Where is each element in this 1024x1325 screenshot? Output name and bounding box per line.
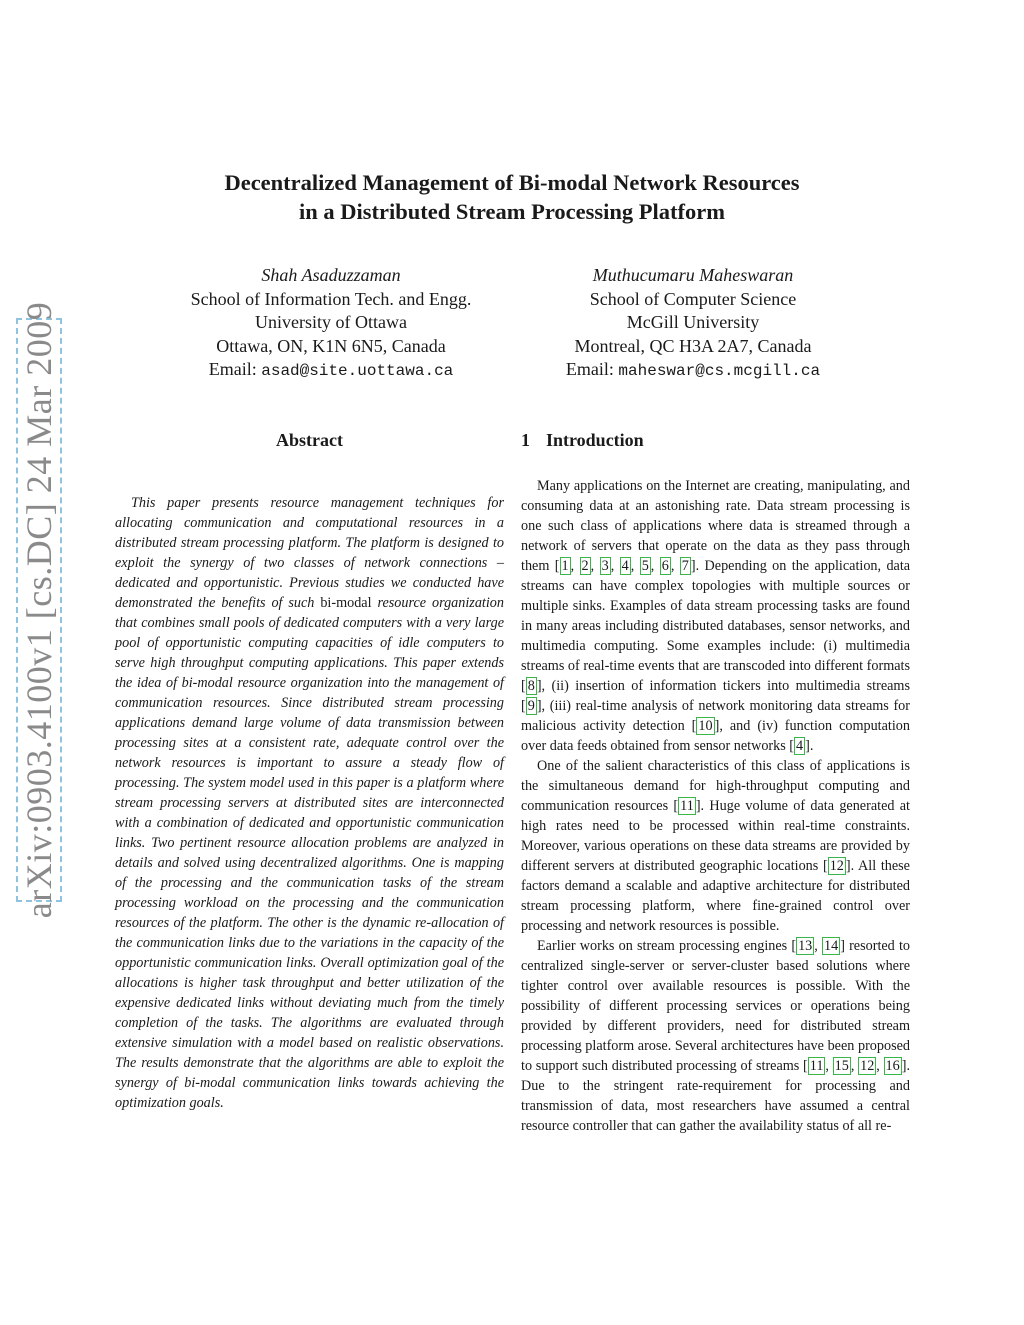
email-label: Email: [565, 359, 614, 379]
author-email[interactable]: maheswar@cs.mcgill.ca [618, 362, 821, 380]
citation-link[interactable]: 5 [641, 558, 649, 574]
citation-link[interactable]: 12 [829, 858, 844, 874]
paper-title [150, 168, 874, 226]
citation-link[interactable]: 3 [601, 558, 609, 574]
intro-text: ]. Depending on the application, data streams can have complex topologies with multiple sources or multiple sinks. Examples of data stream processing tasks are found in many areas including distributed databases, sensor networks, and multimedia computing. Some examples include: (i) multimedia streams of real-time events that are transcoded into different formats [ [521, 558, 911, 694]
citation-link[interactable]: 8 [527, 678, 535, 694]
email-label: Email: [208, 359, 257, 379]
intro-text: ]. Due to the stringent rate-requirement for processing and transmission of data, most researchers have assumed a central resource controller that can gather the availability status of all re- [521, 1058, 911, 1134]
abstract-roman-term: bi-modal [320, 595, 372, 611]
citation-link[interactable]: 11 [680, 798, 694, 814]
intro-text: ] resorted to centralized single-server or server-cluster based solutions where tighter control over available resources is possible. With the possibility of different processing services or operations being provided by different providers, need for distributed stream processing platform arose. Several architectures have been proposed to support such distributed processing of streams [ [521, 938, 910, 1074]
citation-link[interactable]: 13 [798, 938, 813, 954]
citation-link[interactable]: 6 [661, 558, 669, 574]
abstract-text-part-1: This paper presents resource management techniques for allocating communication and computational resources in a distributed stream processing platform. The platform is designed to exploit the synergy of two classes of network connections – dedicated and opportunistic. Previous studies we conducted have demonstrated the benefits of such [115, 495, 504, 611]
intro-text: Earlier works on stream processing engines [ [537, 938, 797, 954]
citation-link[interactable]: 4 [621, 558, 629, 574]
citation-link[interactable]: 15 [834, 1058, 849, 1074]
citation-link[interactable]: 7 [681, 558, 689, 574]
intro-paragraph-1: Many applications on the Internet are creating, manipulating, and consuming data at an astonishing rate. Data stream processing is one such class of applications where data is streamed through a network of servers that operate on the data as they pass through them [ 1 , 2 , 3 , 4 , 5 , 6 , 7 ]. Depending on the application, data streams can have complex topologies with multiple sources or multiple sinks. Examples of data stream processing tasks are found in many areas including distributed databases, sensor networks, and multimedia computing. Some examples include: (i) multimedia streams of real-time events that are transcoded into different formats [ 8 ], (ii) insertion of information tickers into multimedia streams [ 9 ], (iii) real-time analysis of network monitoring data streams for malicious activity detection [ 10 ], and (iv) function computation over data feeds obtained from sensor networks [ 4 ]. [521, 478, 911, 754]
intro-text: ], (ii) insertion of information tickers into multimedia streams [ [521, 678, 910, 714]
citation-link[interactable]: 4 [796, 738, 804, 754]
citation-link[interactable]: 14 [824, 938, 839, 954]
citation-link[interactable]: 2 [581, 558, 589, 574]
title-line-2: in a Distributed Stream Processing Platform [299, 199, 725, 224]
intro-text: ], and (iv) function computation over data feeds obtained from sensor networks [ [521, 718, 910, 754]
intro-text: One of the salient characteristics of this class of applications is the simultaneous demand for high-throughput computing and communication resources [ [521, 758, 910, 814]
author-name: Muthucumaru Maheswaran [592, 265, 794, 285]
title-line-1: Decentralized Management of Bi-modal Network Resources [224, 170, 800, 195]
citation-link[interactable]: 12 [860, 1058, 875, 1074]
intro-text: ]. All these factors demand a scalable and adaptive architecture for distributed stream processing platform, where fine-grained control over processing and network resources is possible. [521, 858, 910, 934]
introduction-body [521, 476, 910, 1136]
section-number: 1 [521, 430, 530, 450]
intro-text: ]. [805, 738, 814, 754]
intro-paragraph-3: Earlier works on stream processing engines [ 13 , 14 ] resorted to centralized single-server or server-cluster based solutions where tighter control over available resources is possible. With the possibility of different processing services or operations being provided by different providers, need for distributed stream processing platform arose. Several architectures have been proposed to support such distributed processing of streams [ 11 , 15 , 12 , 16 ]. Due to the stringent rate-requirement for processing and transmission of data, most researchers have assumed a central resource controller that can gather the availability status of all re- [521, 938, 911, 1134]
intro-text: ]. Huge volume of data generated at high rates need to be processed within real-time constraints. Moreover, various operations on these data streams are provided by different servers at distributed geographic locations [ [521, 798, 910, 874]
introduction-heading [521, 430, 644, 451]
author-email-line [163, 358, 499, 384]
author-email-line [526, 358, 860, 384]
author-block-2 [526, 264, 860, 384]
intro-text: ], (iii) real-time analysis of network monitoring data streams for malicious activity detection [ [521, 698, 910, 734]
author-block-1 [163, 264, 499, 384]
abstract-text-part-2: resource organization that combines small pools of dedicated computers with a very large pool of opportunistic computing capacities of idle computers to serve high throughput computing applications. This paper extends the idea of bi-modal resource organization into the management of communication resources. Since distributed stream processing applications demand large volume of data transmission between processing sites at a consistent rate, adequate control over the network resources is important to assure a steady flow of processing. The system model used in this paper is a platform where stream processing servers at distributed sites are interconnected with a combination of dedicated and opportunistic communication links. Two pertinent resource allocation problems are analyzed in details and solved using decentralized algorithms. One is mapping of the processing and the communication tasks of the stream processing workload on the processing and the communication resources of the platform. The other is the dynamic re-allocation of the communication links due to the variations in the capacity of the opportunistic communication links. Overall optimization goal of the allocations is higher task throughput and better utilization of the expensive dedicated links without deviating much from the timely completion of the tasks. The algorithms are evaluated through extensive simulation with a model based on realistic observations. The results demonstrate that the algorithms are able to exploit the synergy of bi-modal communication links towards achieving the optimization goals. [115, 595, 504, 1111]
author-address: Montreal, QC H3A 2A7, Canada [574, 335, 812, 356]
intro-text: Many applications on the Internet are creating, manipulating, and consuming data at an astonishing rate. Data stream processing is one such class of applications where data is streamed through a network of servers that operate on the data as they pass through them [ [521, 478, 910, 574]
citation-link[interactable]: 1 [561, 558, 569, 574]
author-address: Ottawa, ON, K1N 6N5, Canada [216, 335, 446, 356]
citation-link[interactable]: 9 [527, 698, 535, 714]
abstract-heading: Abstract [276, 430, 343, 450]
author-name: Shah Asaduzzaman [261, 265, 401, 285]
author-institution: McGill University [626, 312, 760, 332]
intro-paragraph-2 [521, 756, 910, 936]
author-affiliation: School of Computer Science [589, 288, 797, 309]
citation-link[interactable]: 11 [809, 1058, 824, 1074]
abstract-body [115, 493, 504, 1113]
section-title: Introduction [546, 430, 644, 450]
author-institution: University of Ottawa [255, 312, 407, 332]
author-email[interactable]: asad@site.uottawa.ca [261, 362, 454, 380]
arxiv-identifier: arXiv:0903.4100v1 [cs.DC] 24 Mar 2009 [19, 301, 59, 919]
citation-link[interactable]: 10 [698, 718, 713, 734]
citation-link[interactable]: 16 [885, 1058, 900, 1074]
author-affiliation: School of Information Tech. and Engg. [190, 288, 472, 309]
